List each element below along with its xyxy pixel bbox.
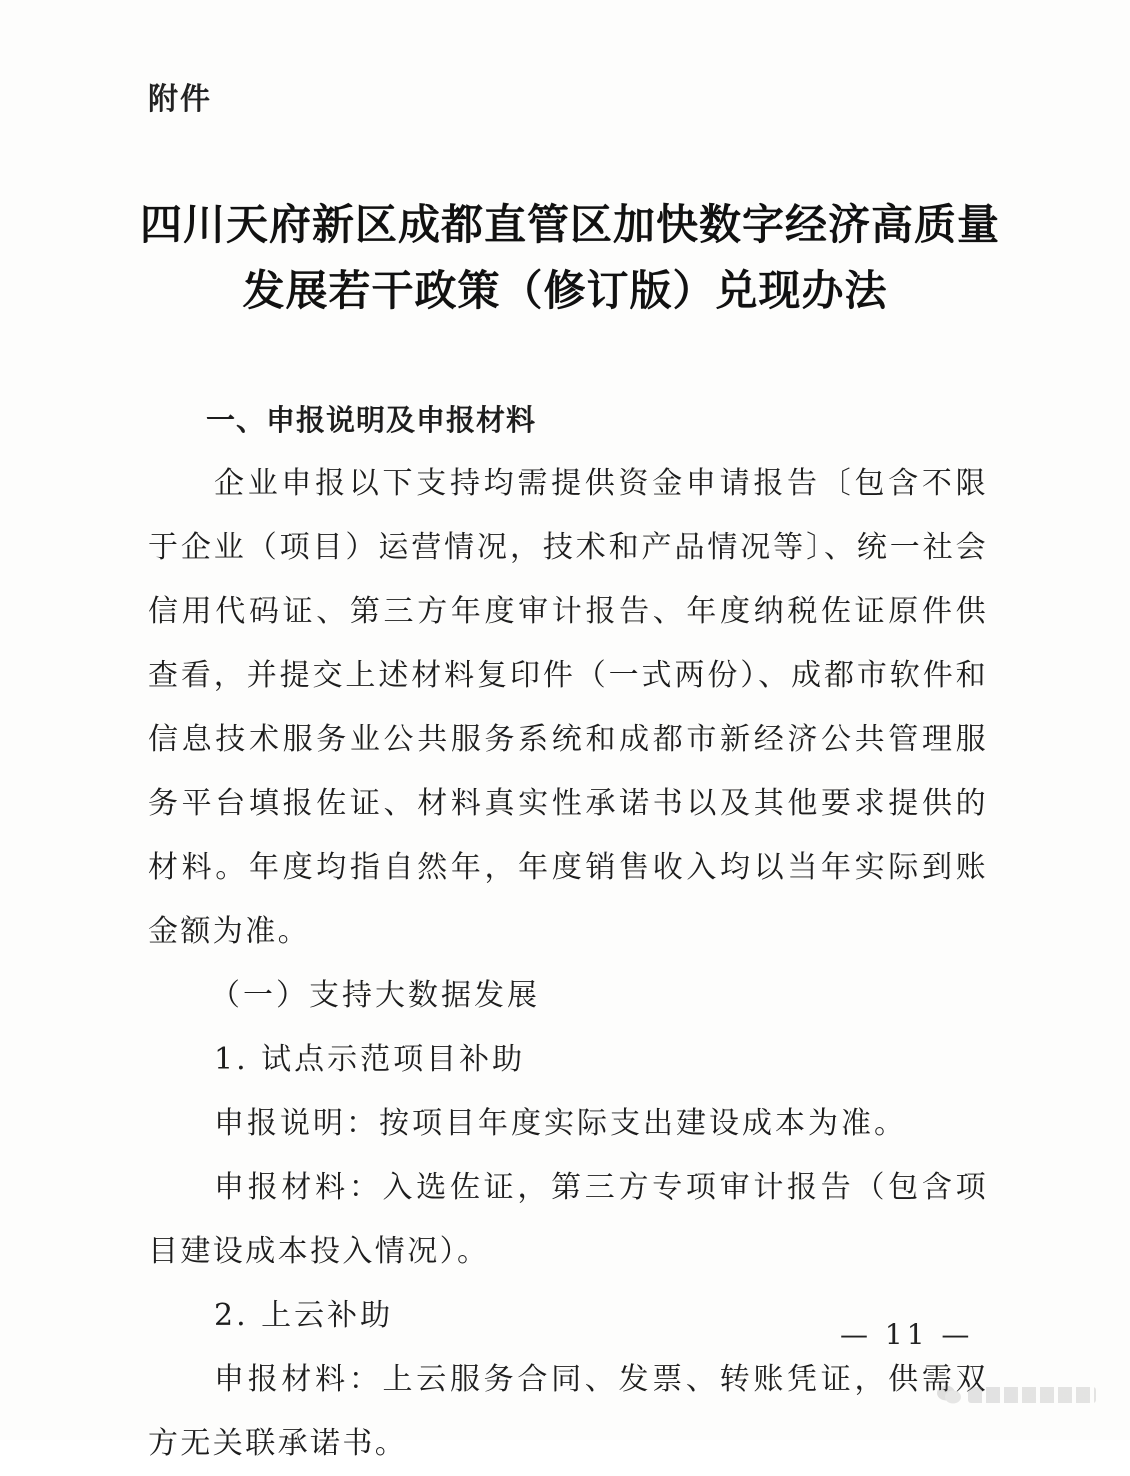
item-1-title: 1. 试点示范项目补助 — [214, 1042, 526, 1077]
title-line-1: 四川天府新区成都直管区加快数字经济高质量 — [140, 200, 1001, 249]
watermark — [936, 1380, 1096, 1410]
item-2-materials: 申报材料：上云服务合同、发票、转账凭证，供需双方无关联承诺书。 — [148, 1362, 988, 1461]
attachment-label: 附件 — [148, 82, 212, 117]
wechat-logo-icon — [936, 1384, 962, 1406]
page-number: — 11 — — [840, 1318, 974, 1351]
document-body — [148, 388, 988, 1476]
section-heading: 一、申报说明及申报材料 — [206, 403, 537, 437]
watermark-text-mark — [968, 1387, 1096, 1403]
document-title — [140, 192, 1001, 324]
title-line-2: 发展若干政策（修订版）兑现办法 — [242, 266, 888, 315]
subsection-heading: （一）支持大数据发展 — [210, 978, 540, 1013]
item-1-materials: 申报材料：入选佐证，第三方专项审计报告（包含项目建设成本投入情况）。 — [148, 1170, 988, 1269]
intro-paragraph: 企业申报以下支持均需提供资金申请报告〔包含不限于企业（项目）运营情况，技术和产品情况等〕、统一社会信用代码证、第三方年度审计报告、年度纳税佐证原件供查看，并提交上述材料复印件（一式两份）、成都市软件和信息技术服务业公共服务系统和成都市新经济公共管理服务平台填报佐证、材料真实性承诺书以及其他要求提供的材料。年度均指自然年，年度销售收入均以当年实际到账金额为准。 — [148, 466, 988, 949]
item-1-description: 申报说明：按项目年度实际支出建设成本为准。 — [214, 1106, 907, 1141]
item-2-title: 2. 上云补助 — [214, 1298, 394, 1333]
